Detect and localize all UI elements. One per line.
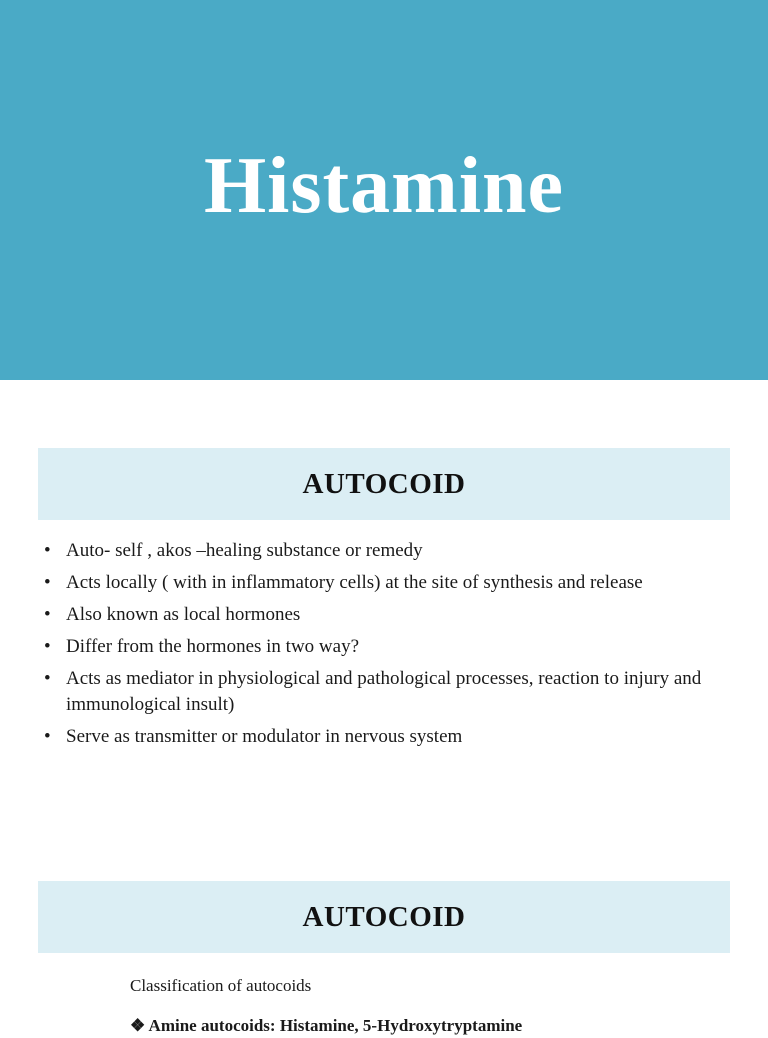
bullet-text: Also known as local hormones [66, 604, 301, 625]
bullet-icon: • [44, 604, 51, 625]
list-item [44, 724, 734, 750]
bullet-text: Acts as mediator in physiological and pathological processes, reaction to injury and immunological insult) [66, 668, 702, 715]
slide-heading: AUTOCOID [302, 900, 466, 933]
bullet-text: Differ from the hormones in two way? [66, 636, 360, 657]
slide-heading-band [38, 448, 730, 520]
classification-intro: Classification of autocoids [130, 976, 312, 995]
bullet-list [44, 538, 734, 756]
list-item [44, 570, 734, 596]
slide-heading: AUTOCOID [302, 467, 466, 500]
slide-heading-band [38, 881, 730, 953]
bullet-icon: • [44, 540, 51, 561]
bullet-icon: • [44, 668, 51, 689]
bullet-text: Acts locally ( with in inflammatory cells) at the site of synthesis and release [66, 572, 643, 593]
list-item [44, 634, 734, 660]
slide-title: Histamine [203, 141, 565, 230]
bullet-icon: • [44, 636, 51, 657]
bullet-text: Serve as transmitter or modulator in nervous system [66, 726, 463, 747]
bullet-text: Auto- self , akos –healing substance or remedy [66, 540, 423, 561]
bullet-icon: • [44, 572, 51, 593]
bullet-icon: • [44, 726, 51, 747]
list-item [44, 538, 734, 564]
list-item [44, 666, 734, 718]
title-slide [0, 0, 768, 380]
slide-autocoid-classification [0, 862, 768, 1035]
partial-line: ❖ Amine autocoids: Histamine, 5-Hydroxytryptamine [130, 1016, 523, 1035]
list-item [44, 602, 734, 628]
slide-autocoid-definition [0, 380, 768, 862]
